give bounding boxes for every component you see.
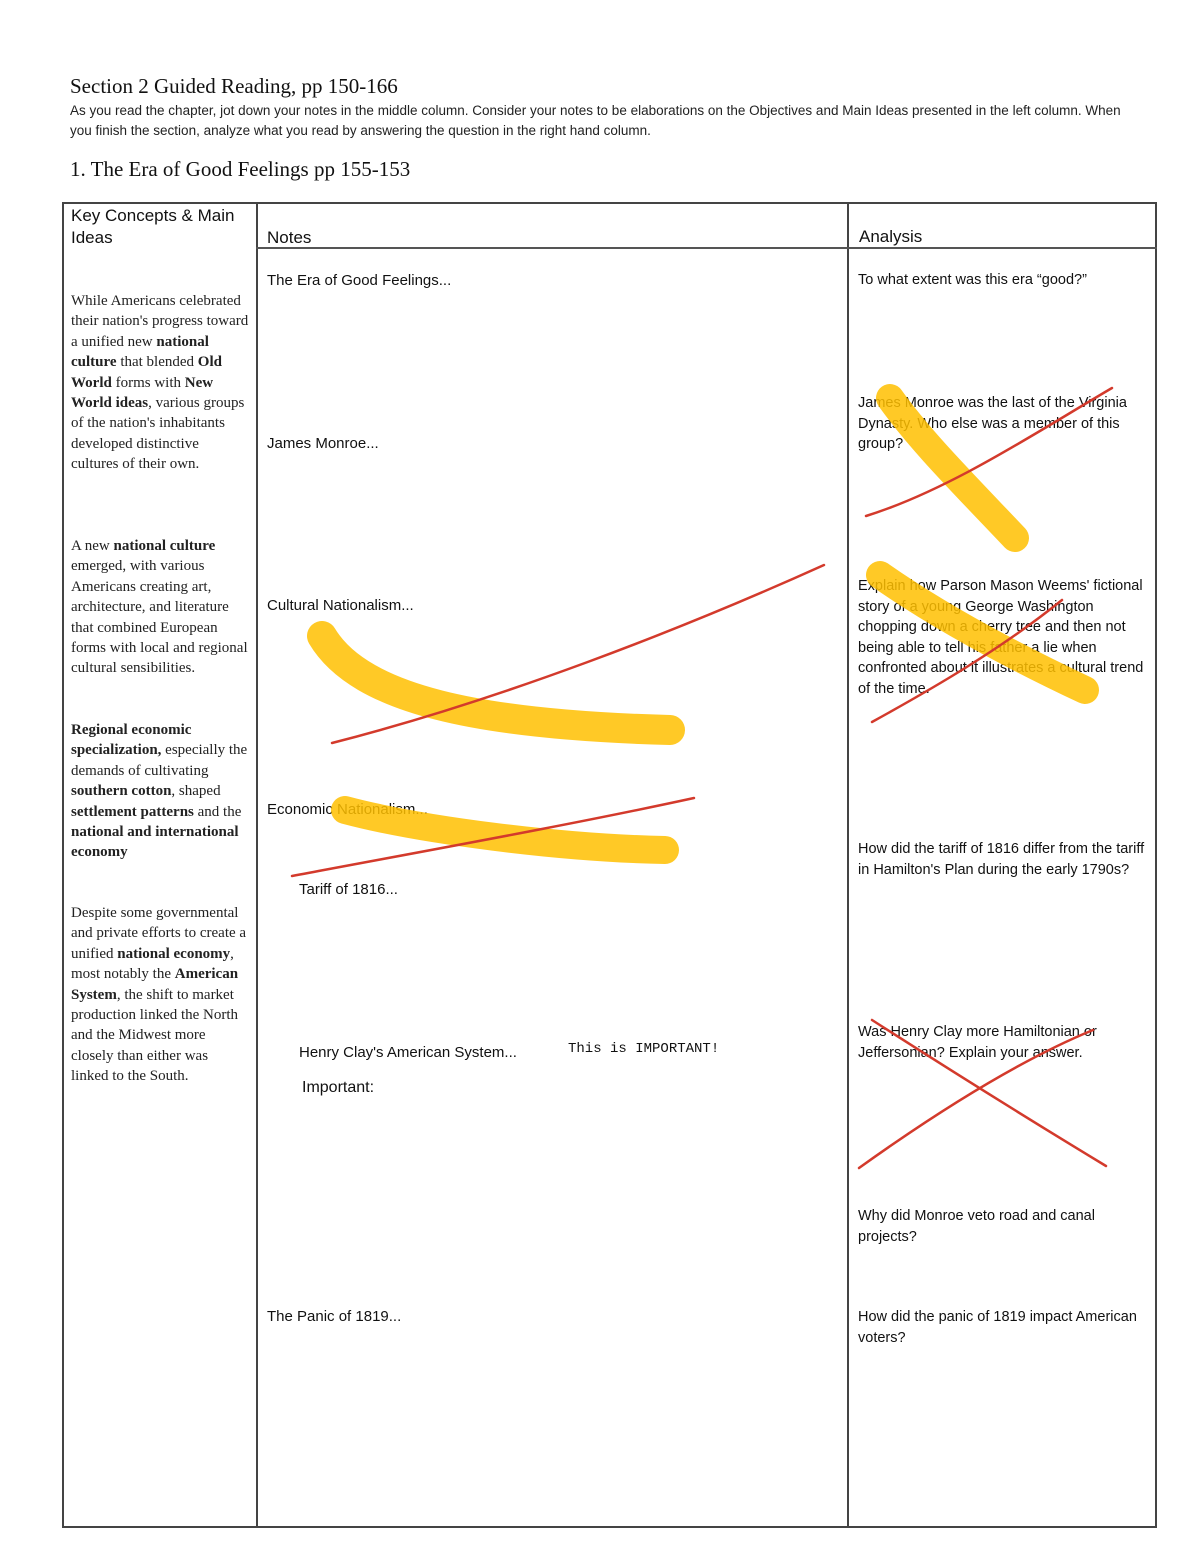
- header-notes: Notes: [267, 228, 312, 247]
- header-analysis: Analysis: [859, 227, 923, 246]
- header-rule: [256, 247, 1157, 249]
- question-weems-story: Explain how Parson Mason Weems' fictional story of a young George Washington chopping down a cherry tree and then not being able to tell his father a lie when confronted about it illustrates a cultural trend of the time.: [858, 578, 1144, 697]
- question-monroe-veto: Why did Monroe veto road and canal projects?: [858, 1208, 1095, 1245]
- concept-paragraph-4: Despite some governmental and private efforts to create a unified national economy, most notably the American System, the shift to market production linked the North and the Midwest more closely than either was linked to the South.: [71, 905, 247, 1085]
- instructions: As you read the chapter, jot down your notes in the middle column. Consider your notes to be elaborations on the Objectives and Main Ideas presented in the left column. When you finish the section, analyze what you read by answering the question in the right hand column.: [70, 103, 1121, 138]
- concept-paragraph-2: A new national culture emerged, with various Americans creating art, architecture, and literature that combined European forms with local and regional cultural sensibilities.: [71, 538, 248, 677]
- note-economic-nationalism: Economic Nationalism...: [267, 801, 428, 818]
- note-era-of-good-feelings: The Era of Good Feelings...: [267, 272, 452, 289]
- concept-paragraph-1: While Americans celebrated their nation's progress toward a unified new national culture that blended Old World forms with New World ideas, various groups of the nation's inhabitants developed distinctive cultures of their own.: [71, 293, 249, 473]
- concept-paragraph-3: Regional economic specialization, especially the demands of cultivating southern cotton, shaped settlement patterns and the national and international economy: [71, 722, 248, 861]
- question-era-good: To what extent was this era “good?”: [858, 272, 1087, 288]
- header-key-concepts: Key Concepts & Main Ideas: [71, 206, 235, 247]
- note-panic-1819: The Panic of 1819...: [267, 1308, 402, 1325]
- column-divider-left: [256, 202, 258, 1528]
- note-james-monroe: James Monroe...: [267, 435, 379, 452]
- column-divider-right: [847, 202, 849, 1528]
- note-handwritten-important: This is IMPORTANT!: [568, 1041, 720, 1057]
- note-cultural-nationalism: Cultural Nationalism...: [267, 597, 414, 614]
- note-tariff-1816: Tariff of 1816...: [299, 881, 398, 898]
- note-henry-clay: Henry Clay's American System...: [299, 1044, 517, 1061]
- page-title: Section 2 Guided Reading, pp 150-166: [70, 74, 398, 98]
- section-title: 1. The Era of Good Feelings pp 155-153: [70, 157, 411, 181]
- note-important-label: Important:: [302, 1079, 375, 1096]
- question-virginia-dynasty: James Monroe was the last of the Virginia Dynasty. Who else was a member of this group?: [858, 395, 1127, 452]
- question-henry-clay: Was Henry Clay more Hamiltonian or Jeffersonian? Explain your answer.: [858, 1024, 1097, 1061]
- question-tariff-1816: How did the tariff of 1816 differ from the tariff in Hamilton's Plan during the early 1790s?: [858, 841, 1145, 878]
- question-panic-voters: How did the panic of 1819 impact American voters?: [858, 1309, 1137, 1346]
